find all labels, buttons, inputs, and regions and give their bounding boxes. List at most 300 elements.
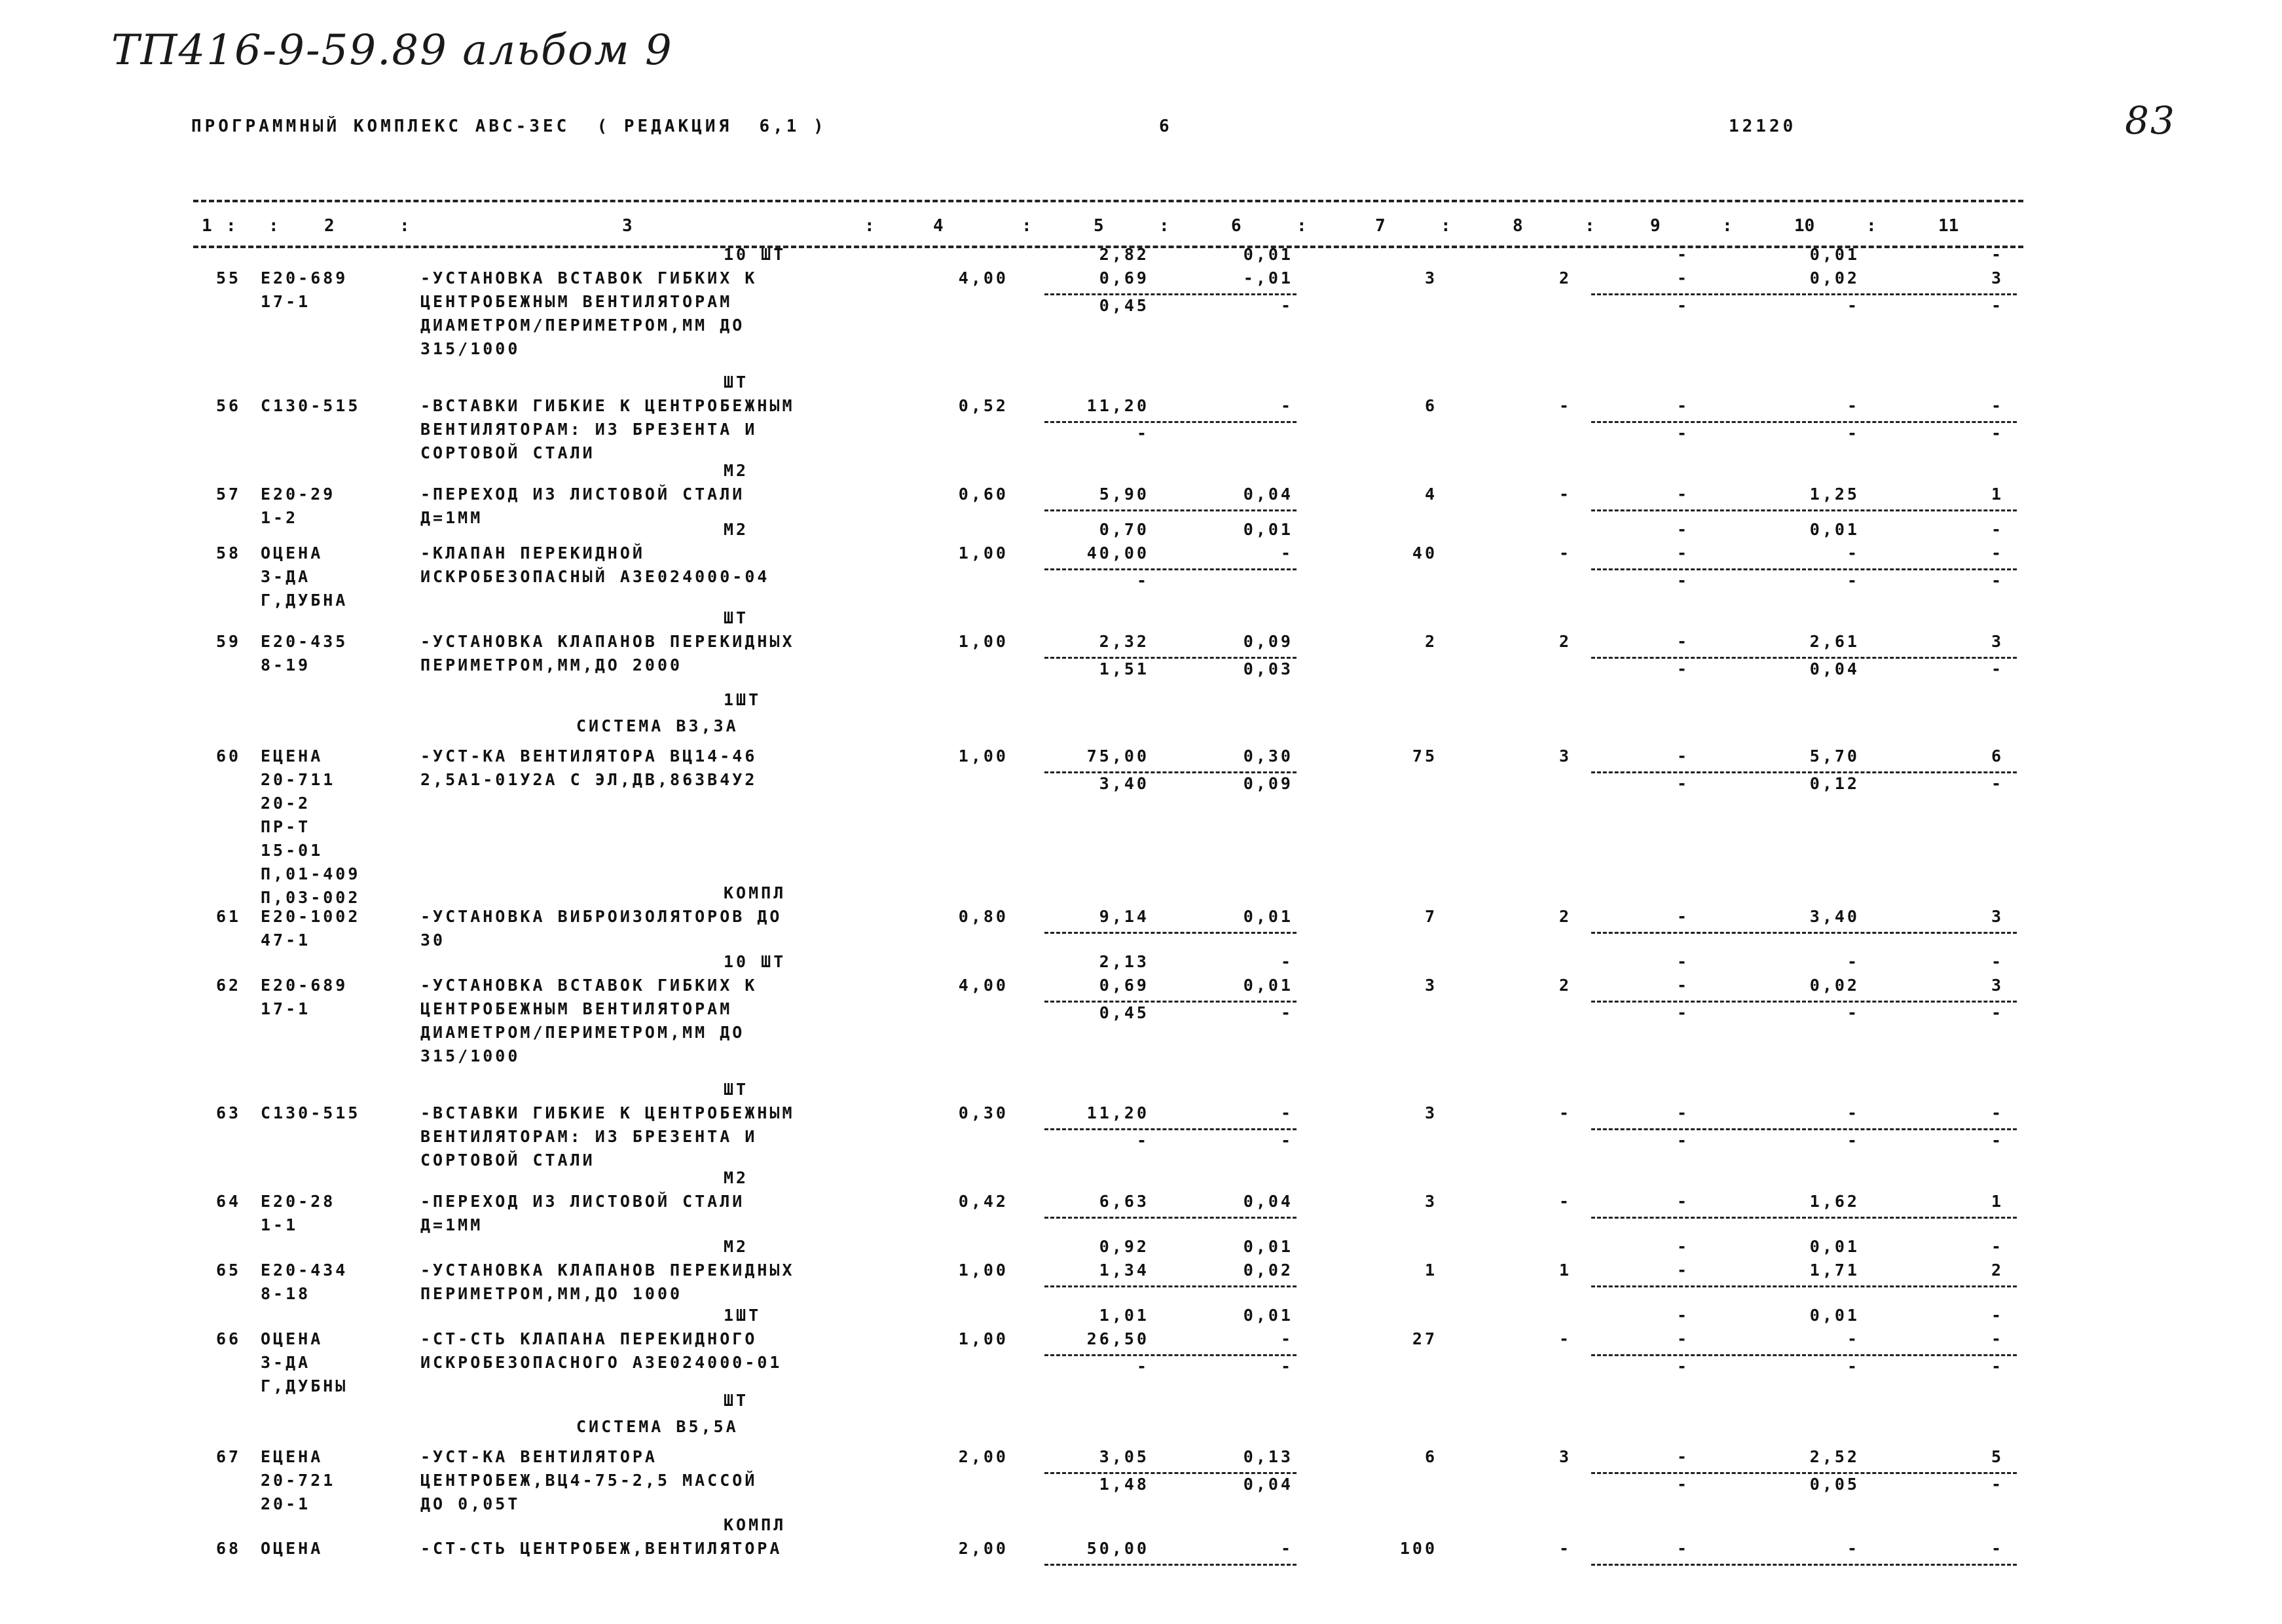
- work-name: -ВСТАВКИ ГИБКИЕ К ЦЕНТРОБЕЖНЫМ: [420, 396, 795, 415]
- price-code: 3-ДА: [261, 567, 311, 586]
- value-c10: -: [1847, 1103, 1860, 1122]
- value-c5: 3,05: [1099, 1447, 1149, 1466]
- value-c11: 2: [1991, 1261, 2004, 1280]
- sub-value: 0,01: [1809, 1237, 1860, 1256]
- value-c11: 3: [1991, 268, 2004, 287]
- value-c6: -: [1280, 1329, 1293, 1348]
- column-separator: :: [1297, 216, 1307, 236]
- value-c11: -: [1991, 1103, 2004, 1122]
- value-c11: 6: [1991, 747, 2004, 766]
- price-code: 15-01: [261, 841, 323, 860]
- value-c10: 2,52: [1809, 1447, 1860, 1466]
- sub-value: 0,01: [1243, 1237, 1293, 1256]
- price-code: Е20-28: [261, 1192, 336, 1211]
- unit-label: ШТ: [724, 373, 749, 392]
- price-code: 1-1: [261, 1215, 299, 1234]
- value-c6: 0,13: [1243, 1447, 1293, 1466]
- value-c5: 40,00: [1086, 544, 1149, 563]
- column-separator: :: [268, 216, 279, 236]
- value-c5: 0,69: [1099, 268, 1149, 287]
- value-c9: -: [1676, 747, 1689, 766]
- price-code: ПР-Т: [261, 817, 311, 836]
- sub-row-divider: [1591, 1564, 2017, 1566]
- value-c10: 3,40: [1809, 907, 1860, 926]
- value-c7: 100: [1399, 1539, 1437, 1558]
- work-name: ИСКРОБЕЗОПАСНОГО АЗЕ024000-01: [420, 1353, 782, 1372]
- value-c7: 40: [1412, 544, 1437, 563]
- sub-value: -: [1991, 245, 2004, 264]
- row-number: 65: [216, 1261, 242, 1280]
- sub-value: -: [1991, 424, 2004, 443]
- unit-label: 10 ШТ: [724, 245, 786, 264]
- sub-value: 0,04: [1243, 1475, 1293, 1494]
- unit-label: ШТ: [724, 608, 749, 627]
- work-name: ЦЕНТРОБЕЖНЫМ ВЕНТИЛЯТОРАМ: [420, 292, 733, 311]
- sub-value: 0,70: [1099, 520, 1149, 539]
- sub-value: -: [1280, 296, 1293, 315]
- sub-row-divider: [1591, 1001, 2017, 1003]
- value-c10: -: [1847, 1539, 1860, 1558]
- value-c4: 1,00: [958, 544, 1008, 563]
- sub-row-divider: [1591, 657, 2017, 659]
- sub-value: -: [1847, 296, 1860, 315]
- unit-label: КОМПЛ: [724, 1515, 786, 1534]
- value-c11: 3: [1991, 632, 2004, 651]
- sub-value: 2,13: [1099, 952, 1149, 971]
- column-separator: :: [1159, 216, 1169, 236]
- sub-value: -: [1280, 1003, 1293, 1022]
- sub-value: -: [1991, 296, 2004, 315]
- value-c8: -: [1558, 544, 1572, 563]
- sub-row-divider: [1591, 1285, 2017, 1287]
- value-c7: 3: [1424, 1103, 1437, 1122]
- sub-value: -: [1991, 571, 2004, 590]
- sub-row-divider: [1044, 509, 1297, 511]
- unit-label: М2: [724, 1168, 749, 1187]
- sub-value: -: [1676, 774, 1689, 793]
- value-c11: -: [1991, 1539, 2004, 1558]
- sub-row-divider: [1044, 657, 1297, 659]
- sub-value: -: [1847, 1357, 1860, 1376]
- price-code: Е20-689: [261, 268, 348, 287]
- sub-value: 0,92: [1099, 1237, 1149, 1256]
- column-separator: :: [1722, 216, 1733, 236]
- sub-row-divider: [1591, 1128, 2017, 1130]
- sub-row-divider: [1591, 1217, 2017, 1219]
- sub-value: 0,03: [1243, 659, 1293, 678]
- unit-label: М2: [724, 1237, 749, 1256]
- column-header-7: 7: [1375, 216, 1386, 236]
- sub-value: -: [1991, 1003, 2004, 1022]
- value-c8: -: [1558, 1192, 1572, 1211]
- value-c11: -: [1991, 396, 2004, 415]
- sub-value: 1,51: [1099, 659, 1149, 678]
- sub-value: -: [1136, 1131, 1149, 1150]
- handwritten-page-number: 83: [2125, 98, 2176, 143]
- value-c4: 0,52: [958, 396, 1008, 415]
- sub-value: 0,01: [1809, 1306, 1860, 1325]
- sub-value: -: [1676, 1306, 1689, 1325]
- value-c8: 2: [1558, 632, 1572, 651]
- sub-value: 0,09: [1243, 774, 1293, 793]
- price-code: С130-515: [261, 396, 361, 415]
- sub-row-divider: [1591, 293, 2017, 295]
- price-code: П,01-409: [261, 864, 361, 883]
- value-c6: 0,04: [1243, 485, 1293, 504]
- column-header-10: 10: [1794, 216, 1815, 236]
- value-c6: -: [1280, 396, 1293, 415]
- column-header-11: 11: [1938, 216, 1959, 236]
- value-c6: -: [1280, 1103, 1293, 1122]
- value-c6: 0,02: [1243, 1261, 1293, 1280]
- value-c9: -: [1676, 544, 1689, 563]
- sub-value: -: [1676, 245, 1689, 264]
- value-c4: 1,00: [958, 1261, 1008, 1280]
- work-name: СОРТОВОЙ СТАЛИ: [420, 443, 595, 462]
- sub-value: -: [1847, 424, 1860, 443]
- sub-row-divider: [1044, 1001, 1297, 1003]
- column-separator: :: [1441, 216, 1451, 236]
- unit-label: КОМПЛ: [724, 883, 786, 902]
- value-c11: 1: [1991, 485, 2004, 504]
- work-name: Д=1ММ: [420, 1215, 483, 1234]
- value-c9: -: [1676, 1329, 1689, 1348]
- work-name: -УСТ-КА ВЕНТИЛЯТОРА: [420, 1447, 657, 1466]
- work-name: 315/1000: [420, 339, 521, 358]
- value-c10: 5,70: [1809, 747, 1860, 766]
- row-number: 59: [216, 632, 242, 651]
- sub-row-divider: [1591, 1354, 2017, 1356]
- value-c4: 1,00: [958, 632, 1008, 651]
- sub-value: -: [1991, 1357, 2004, 1376]
- sub-value: 0,05: [1809, 1475, 1860, 1494]
- price-code: ЕЦЕНА: [261, 747, 323, 766]
- value-c4: 0,60: [958, 485, 1008, 504]
- value-c8: 3: [1558, 1447, 1572, 1466]
- work-name: ПЕРИМЕТРОМ,ММ,ДО 2000: [420, 655, 683, 674]
- price-code: ЕЦЕНА: [261, 1447, 323, 1466]
- price-code: Е20-1002: [261, 907, 361, 926]
- value-c4: 1,00: [958, 1329, 1008, 1348]
- sub-value: -: [1991, 1237, 2004, 1256]
- work-name: -УСТАНОВКА КЛАПАНОВ ПЕРЕКИДНЫХ: [420, 1261, 795, 1280]
- sub-value: -: [1991, 659, 2004, 678]
- unit-label: 1ШТ: [724, 690, 762, 709]
- value-c11: 1: [1991, 1192, 2004, 1211]
- column-header-5: 5: [1094, 216, 1104, 236]
- sub-value: 1,01: [1099, 1306, 1149, 1325]
- value-c11: -: [1991, 544, 2004, 563]
- value-c4: 4,00: [958, 268, 1008, 287]
- sub-value: 0,45: [1099, 296, 1149, 315]
- sub-row-divider: [1044, 1354, 1297, 1356]
- work-name: ЦЕНТРОБЕЖ,ВЦ4-75-2,5 МАССОЙ: [420, 1471, 758, 1490]
- sub-row-divider: [1044, 421, 1297, 423]
- sub-value: 0,04: [1809, 659, 1860, 678]
- value-c4: 2,00: [958, 1539, 1008, 1558]
- price-code: 8-18: [261, 1284, 311, 1303]
- value-c9: -: [1676, 1103, 1689, 1122]
- work-name: СОРТОВОЙ СТАЛИ: [420, 1151, 595, 1170]
- value-c9: -: [1676, 396, 1689, 415]
- row-number: 64: [216, 1192, 242, 1211]
- row-number: 62: [216, 976, 242, 995]
- value-c4: 0,42: [958, 1192, 1008, 1211]
- price-code: ОЦЕНА: [261, 544, 323, 563]
- section-title: СИСТЕМА В3,3А: [576, 716, 739, 735]
- price-code: ОЦЕНА: [261, 1329, 323, 1348]
- value-c11: 3: [1991, 907, 2004, 926]
- unit-label: М2: [724, 520, 749, 539]
- value-c7: 3: [1424, 976, 1437, 995]
- sub-row-divider: [1591, 509, 2017, 511]
- price-code: Е20-435: [261, 632, 348, 651]
- value-c5: 0,69: [1099, 976, 1149, 995]
- sub-value: -: [1991, 774, 2004, 793]
- work-name: 315/1000: [420, 1046, 521, 1065]
- value-c11: -: [1991, 1329, 2004, 1348]
- sub-value: -: [1676, 571, 1689, 590]
- column-separator: :: [1866, 216, 1877, 236]
- price-code: 20-2: [261, 794, 311, 813]
- sub-row-divider: [1044, 1472, 1297, 1474]
- work-name: ЦЕНТРОБЕЖНЫМ ВЕНТИЛЯТОРАМ: [420, 999, 733, 1018]
- sub-value: -: [1991, 1131, 2004, 1150]
- value-c8: 2: [1558, 907, 1572, 926]
- sub-row-divider: [1591, 932, 2017, 934]
- value-c5: 6,63: [1099, 1192, 1149, 1211]
- sub-value: 0,01: [1243, 520, 1293, 539]
- value-c10: 1,62: [1809, 1192, 1860, 1211]
- sub-value: 0,12: [1809, 774, 1860, 793]
- sub-value: -: [1676, 1357, 1689, 1376]
- value-c4: 2,00: [958, 1447, 1008, 1466]
- sub-value: -: [1847, 1131, 1860, 1150]
- sub-value: -: [1676, 296, 1689, 315]
- column-header-9: 9: [1650, 216, 1661, 236]
- value-c7: 7: [1424, 907, 1437, 926]
- value-c8: 2: [1558, 976, 1572, 995]
- sub-value: -: [1136, 424, 1149, 443]
- value-c6: 0,04: [1243, 1192, 1293, 1211]
- value-c10: 0,02: [1809, 268, 1860, 287]
- sub-value: -: [1280, 952, 1293, 971]
- value-c5: 5,90: [1099, 485, 1149, 504]
- sub-value: 0,01: [1809, 245, 1860, 264]
- value-c5: 9,14: [1099, 907, 1149, 926]
- value-c5: 11,20: [1086, 396, 1149, 415]
- price-code: Е20-689: [261, 976, 348, 995]
- unit-label: 10 ШТ: [724, 952, 786, 971]
- top-rule: [193, 200, 2023, 202]
- price-code: 20-711: [261, 770, 336, 789]
- sub-value: 3,40: [1099, 774, 1149, 793]
- handwritten-document-code: ТП416-9-59.89 альбом 9: [111, 26, 673, 75]
- sub-row-divider: [1591, 1472, 2017, 1474]
- value-c8: 1: [1558, 1261, 1572, 1280]
- work-name: -СТ-СТЬ КЛАПАНА ПЕРЕКИДНОГО: [420, 1329, 758, 1348]
- value-c5: 26,50: [1086, 1329, 1149, 1348]
- work-name: ДИАМЕТРОМ/ПЕРИМЕТРОМ,ММ ДО: [420, 1023, 745, 1042]
- value-c8: -: [1558, 485, 1572, 504]
- value-c9: -: [1676, 1539, 1689, 1558]
- row-number: 66: [216, 1329, 242, 1348]
- row-number: 61: [216, 907, 242, 926]
- value-c4: 0,80: [958, 907, 1008, 926]
- value-c7: 3: [1424, 1192, 1437, 1211]
- price-code: Е20-29: [261, 485, 336, 504]
- column-separator: :: [226, 216, 236, 236]
- sub-value: 0,01: [1243, 245, 1293, 264]
- sub-value: -: [1676, 1131, 1689, 1150]
- value-c11: 5: [1991, 1447, 2004, 1466]
- value-c8: 2: [1558, 268, 1572, 287]
- value-c10: 2,61: [1809, 632, 1860, 651]
- sub-row-divider: [1044, 1285, 1297, 1287]
- price-code: 20-1: [261, 1494, 311, 1513]
- sub-value: 0,45: [1099, 1003, 1149, 1022]
- value-c8: -: [1558, 396, 1572, 415]
- sub-value: -: [1676, 424, 1689, 443]
- value-c7: 75: [1412, 747, 1437, 766]
- value-c9: -: [1676, 1261, 1689, 1280]
- price-code: 17-1: [261, 292, 311, 311]
- value-c8: 3: [1558, 747, 1572, 766]
- work-name: -УСТ-КА ВЕНТИЛЯТОРА ВЦ14-46: [420, 747, 758, 766]
- unit-label: М2: [724, 461, 749, 480]
- work-name: -ПЕРЕХОД ИЗ ЛИСТОВОЙ СТАЛИ: [420, 1192, 745, 1211]
- value-c10: 1,71: [1809, 1261, 1860, 1280]
- column-header-1: 1: [202, 216, 212, 236]
- sub-value: -: [1676, 952, 1689, 971]
- work-name: ВЕНТИЛЯТОРАМ: ИЗ БРЕЗЕНТА И: [420, 420, 758, 439]
- value-c9: -: [1676, 268, 1689, 287]
- sub-value: -: [1991, 1306, 2004, 1325]
- value-c11: 3: [1991, 976, 2004, 995]
- value-c7: 3: [1424, 268, 1437, 287]
- value-c7: 1: [1424, 1261, 1437, 1280]
- value-c4: 4,00: [958, 976, 1008, 995]
- work-name: 30: [420, 931, 446, 950]
- row-number: 55: [216, 268, 242, 287]
- work-name: ПЕРИМЕТРОМ,ММ,ДО 1000: [420, 1284, 683, 1303]
- value-c7: 27: [1412, 1329, 1437, 1348]
- sub-value: -: [1676, 1003, 1689, 1022]
- value-c10: -: [1847, 396, 1860, 415]
- value-c5: 50,00: [1086, 1539, 1149, 1558]
- column-header-6: 6: [1231, 216, 1242, 236]
- value-c4: 1,00: [958, 747, 1008, 766]
- value-c6: 0,09: [1243, 632, 1293, 651]
- value-c6: 0,30: [1243, 747, 1293, 766]
- price-code: П,03-002: [261, 888, 361, 907]
- sub-value: -: [1280, 1131, 1293, 1150]
- sub-value: -: [1847, 952, 1860, 971]
- column-header-4: 4: [933, 216, 944, 236]
- sub-value: -: [1280, 1357, 1293, 1376]
- work-name: -УСТАНОВКА ВСТАВОК ГИБКИХ К: [420, 268, 758, 287]
- sub-row-divider: [1044, 771, 1297, 773]
- value-c10: -: [1847, 1329, 1860, 1348]
- value-c6: 0,01: [1243, 907, 1293, 926]
- sub-value: -: [1676, 1237, 1689, 1256]
- column-separator: :: [864, 216, 875, 236]
- row-number: 60: [216, 747, 242, 766]
- sub-value: -: [1991, 520, 2004, 539]
- row-number: 57: [216, 485, 242, 504]
- sub-value: -: [1136, 571, 1149, 590]
- value-c9: -: [1676, 1447, 1689, 1466]
- sub-row-divider: [1044, 1564, 1297, 1566]
- value-c10: -: [1847, 544, 1860, 563]
- price-code: 1-2: [261, 508, 299, 527]
- sub-value: -: [1991, 952, 2004, 971]
- row-number: 56: [216, 396, 242, 415]
- column-separator: :: [399, 216, 410, 236]
- work-name: ИСКРОБЕЗОПАСНЫЙ АЗЕ024000-04: [420, 567, 770, 586]
- value-c8: -: [1558, 1329, 1572, 1348]
- work-name: -УСТАНОВКА КЛАПАНОВ ПЕРЕКИДНЫХ: [420, 632, 795, 651]
- unit-label: ШТ: [724, 1391, 749, 1410]
- price-code: ОЦЕНА: [261, 1539, 323, 1558]
- value-c7: 6: [1424, 396, 1437, 415]
- sub-row-divider: [1044, 932, 1297, 934]
- sub-row-divider: [1044, 293, 1297, 295]
- work-name: -УСТАНОВКА ВИБРОИЗОЛЯТОРОВ ДО: [420, 907, 782, 926]
- value-c6: -: [1280, 1539, 1293, 1558]
- sub-value: -: [1991, 1475, 2004, 1494]
- row-number: 58: [216, 544, 242, 563]
- sub-value: 0,01: [1809, 520, 1860, 539]
- value-c7: 4: [1424, 485, 1437, 504]
- row-number: 63: [216, 1103, 242, 1122]
- price-code: 17-1: [261, 999, 311, 1018]
- work-name: ДИАМЕТРОМ/ПЕРИМЕТРОМ,ММ ДО: [420, 316, 745, 335]
- column-header-3: 3: [622, 216, 633, 236]
- unit-label: ШТ: [724, 1080, 749, 1099]
- section-title: СИСТЕМА В5,5А: [576, 1417, 739, 1436]
- price-code: 20-721: [261, 1471, 336, 1490]
- unit-label: 1ШТ: [724, 1306, 762, 1325]
- row-number: 68: [216, 1539, 242, 1558]
- value-c9: -: [1676, 485, 1689, 504]
- sub-value: 2,82: [1099, 245, 1149, 264]
- value-c7: 6: [1424, 1447, 1437, 1466]
- value-c6: 0,01: [1243, 976, 1293, 995]
- value-c9: -: [1676, 976, 1689, 995]
- value-c5: 11,20: [1086, 1103, 1149, 1122]
- program-title: ПРОГРАММНЫЙ КОМПЛЕКС АВС-ЗЕС ( РЕДАКЦИЯ 6,1 ): [191, 117, 827, 136]
- price-code: Г,ДУБНА: [261, 591, 348, 610]
- sub-row-divider: [1044, 1217, 1297, 1219]
- column-separator: :: [1021, 216, 1032, 236]
- value-c9: -: [1676, 632, 1689, 651]
- price-code: 47-1: [261, 931, 311, 950]
- sub-value: -: [1136, 1357, 1149, 1376]
- column-separator: :: [1585, 216, 1595, 236]
- work-name: -УСТАНОВКА ВСТАВОК ГИБКИХ К: [420, 976, 758, 995]
- value-c6: -: [1280, 544, 1293, 563]
- sub-value: -: [1676, 520, 1689, 539]
- price-code: Е20-434: [261, 1261, 348, 1280]
- sub-row-divider: [1591, 568, 2017, 570]
- column-header-2: 2: [324, 216, 335, 236]
- sub-value: -: [1676, 659, 1689, 678]
- column-header-8: 8: [1513, 216, 1523, 236]
- work-name: -ВСТАВКИ ГИБКИЕ К ЦЕНТРОБЕЖНЫМ: [420, 1103, 795, 1122]
- price-code: Г,ДУБНЫ: [261, 1376, 348, 1395]
- price-code: 3-ДА: [261, 1353, 311, 1372]
